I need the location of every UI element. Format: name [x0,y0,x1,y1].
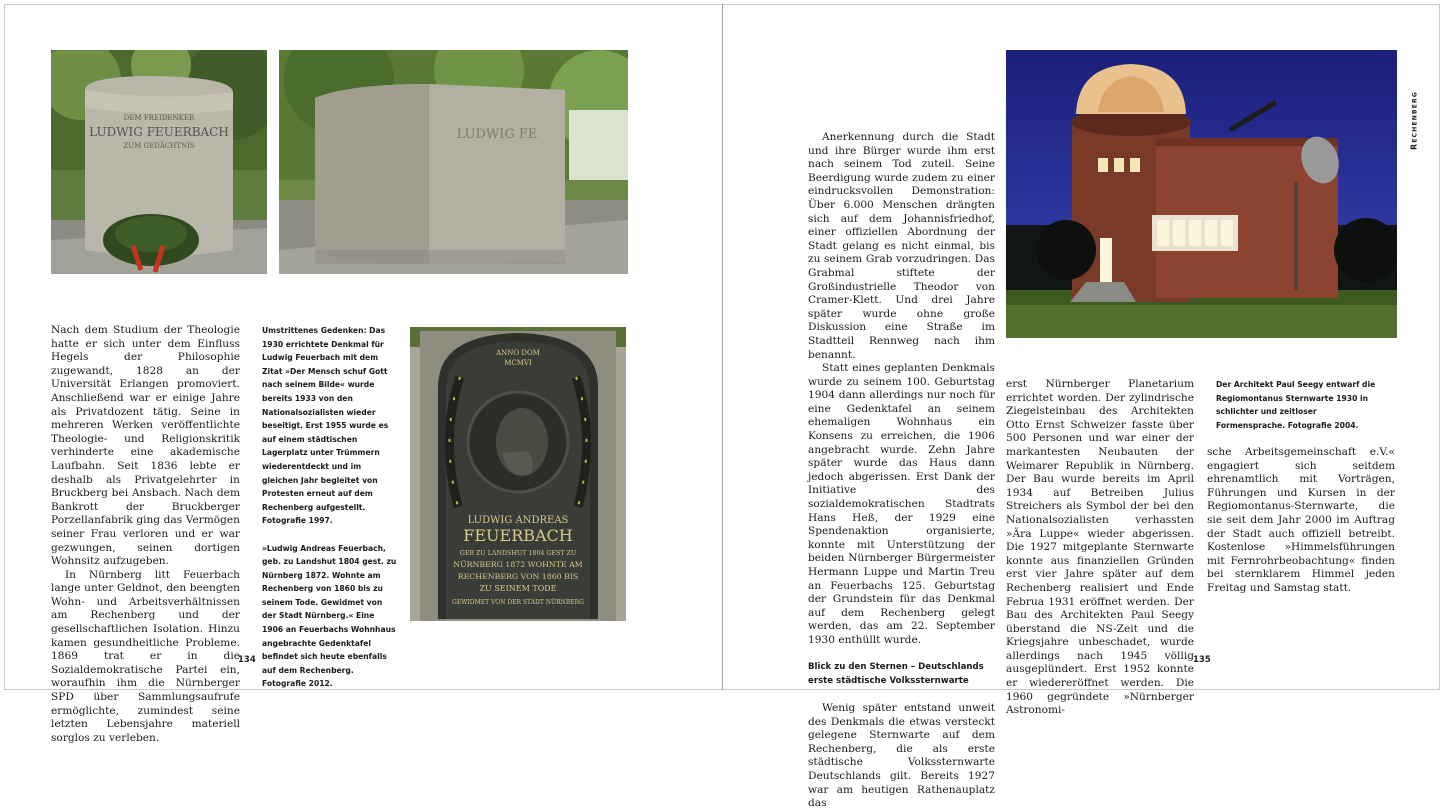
section-subheading: Blick zu den Sternen – Deutschlands erste städtische Volkssternwarte [808,662,984,686]
plaque-name-line2: FEUERBACH [463,526,573,545]
right-paragraph-5: sche Arbeitsgemeinschaft e.V.« engagiert sich seitdem ehrenamtlich mit Vorträgen, Führungen und Kursen in der Regiomontanus-Sternwarte, die sie seit dem Jahr 2000 im Auftrag der Stadt auch offiziell betreibt. Kostenlose »Himmelsführungen mit Fernrohrbeobachtung« finden bei sternklarem Himmel jeden Freitag und Samstag statt. [1207,446,1395,594]
running-head [1405,90,1423,160]
plaque-line5: GEWIDMET VON DER STADT NÜRNBERG [452,599,584,606]
right-paragraph-1: Anerkennung durch die Stadt und ihre Bürger wurde ihm erst nach seinem Tod zuteil. Seine Beerdigung wurde zudem zu einer eindrucksvollen Demonstration: Über 6.000 Menschen drängten sich auf dem Johannisfriedhof, einer offiziellen Abordnung der Stadt gelang es nicht einmal, bis zu seinem Grab vorzudringen. Das Grabmal stiftete der Großindustrielle Theodor von Cramer-Klett. Und drei Jahre später wurde ohne große Diskussion eine Straße im Stadtteil Rennweg nach ihm benannt. [808,131,995,361]
plaque-line4: ZU SEINEM TODE [479,584,557,593]
photo-observatory [1006,50,1397,338]
monument-inscription-line2: LUDWIG FEUERBACH [89,125,229,139]
plaque-year: MCMVI [504,359,532,367]
book-gutter [722,4,723,690]
running-head-label: Rechenberg [1409,90,1419,151]
caption-plaque: »Ludwig Andreas Feuerbach, geb. zu Landshut 1804 gest. zu Nürnberg 1872. Wohnte am Rechenberg von 1860 bis zu seinem Tode. Gewidmet von der Stadt Nürnberg.« Eine 1906 an Feuerbachs Wohnhaus angebrachte Gedenktafel befindet sich heute ebenfalls auf dem Rechenberg. Fotografie 2012. [262,543,397,689]
left-page-number: 134 [238,655,256,665]
right-column-1 [808,131,995,811]
left-body-text [51,324,240,745]
plaque-name-line1: LUDWIG ANDREAS [467,515,569,526]
observatory-caption [1216,378,1384,446]
monument-side-inscription: LUDWIG FE [456,127,538,142]
caption-observatory: Der Architekt Paul Seegy entwarf die Regiomontanus Sternwarte 1930 in schlichter und zeitloser Formensprache. Fotografie 2004. [1216,380,1376,430]
plaque-line3: RECHENBERG VON 1860 BIS [457,572,579,581]
photo-memorial-plaque [410,327,626,621]
plaque-line2: NÜRNBERG 1872 WOHNTE AM [453,560,583,569]
left-paragraph-2: In Nürnberg litt Feuerbach lange unter Geldnot, den beengten Wohn- und Arbeitsverhältnissen am Rechenberg und der gesellschaftlichen Isolation. Hinzu kamen gesundheitliche Probleme. 1869 trat er in die Sozialdemokratische Partei ein, woraufhin ihm die Nürnberger SPD über Sammlungsaufrufe ermöglichte, zumindest seine letzten Lebensjahre materiell sorglos zu verleben. [51,568,240,744]
plaque-anno-dom: ANNO DOM [496,349,540,357]
plaque-line1: GEB ZU LANDSHUT 1804 GEST ZU [459,550,577,557]
photo-monument-side [279,50,628,274]
left-paragraph-1: Nach dem Studium der Theologie hatte er sich unter dem Einfluss Hegels der Philosophie zugewandt, 1828 an der Universität Erlangen promoviert. Anschließend war er einige Jahre als Privatdozent tätig. Seine in mehreren Werken veröffentlichte Theologie- und Religionskritik verhinderte eine akademische Laufbahn. Seit 1836 lebte er deshalb als Privatgelehrter in Bruckberg bei Ansbach. Nach dem Bankrott der Bruckberger Porzellanfabrik ging das Vermögen seiner Frau verloren und er war gezwungen, seinen dortigen Wohnsitz aufzugeben. [51,324,240,568]
right-paragraph-2: Statt eines geplanten Denkmals wurde zu seinem 100. Geburtstag 1904 dann allerdings nur noch für eine Gedenktafel an seinem ehemaligen Wohnhaus ein Konsens zu erreichen, die 1906 angebracht wurde. Zehn Jahre später wurde das Haus dann jedoch abgerissen. Erst Dank der Initiative des sozialdemokratischen Stadtrats Hans Heß, der 1929 eine Spendenaktion organisierte, konnte mit Unterstützung der beiden Nürnberger Bürgermeister Hermann Luppe und Martin Treu an Feuerbachs 125. Geburtstag der Grundstein für das Denkmal auf dem Rechenberg gelegt werden, das am 22. September 1930 enthüllt wurde. [808,362,995,646]
photo-monument-front [51,50,267,274]
right-column-2 [1006,378,1194,718]
left-captions [262,324,398,705]
right-column-3 [1207,446,1395,596]
caption-monument: Umstrittenes Gedenken: Das 1930 errichtete Denkmal für Ludwig Feuerbach mit dem Zitat »Der Mensch schuf Gott nach seinem Bilde« wurde bereits 1933 von den Nationalsozialisten wieder beseitigt. Erst 1955 wurde es auf einem städtischen Lagerplatz unter Trümmern wiederentdeckt und im gleichen Jahr begleitet von Protesten erneut auf dem Rechenberg aufgestellt. Fotografie 1997. [262,326,389,526]
right-page-number: 135 [1193,655,1211,665]
monument-inscription-line3: ZUM GEDÄCHTNIS [123,142,195,150]
right-paragraph-3: Wenig später entstand unweit des Denkmals die etwas versteckt gelegene Sternwarte auf dem Rechenberg, die als erste städtische Volkssternwarte Deutschlands gilt. Bereits 1927 war am heutigen Rathenauplatz das [808,701,995,810]
right-paragraph-4: erst Nürnberger Planetarium errichtet worden. Der zylindrische Ziegelsteinbau des Architekten Otto Ernst Schweizer fasste über 500 Personen und war einer der markantesten Neubauten der Weimarer Republik in Nürnberg. Der Bau wurde bereits im April 1934 auf Betreiben Julius Streichers als Symbol der bei den Nationalsozialisten verhassten »Ära Luppe« wieder abgerissen. Die 1927 mitgeplante Sternwarte konnte aus finanziellen Gründen erst vier Jahre später auf dem Rechenberg realisiert und Ende Februa 1931 eröffnet werden. Der Bau des Architekten Paul Seegy überstand die NS-Zeit und die Kriegsjahre unbeschadet, wurde allerdings nach 1945 völlig ausgeplündert. Erst 1952 konnte er wiedereröffnet werden. Die 1960 gegründete »Nürnberger Astronomi- [1006,378,1194,717]
monument-inscription-line1: DEM FREIDENKER [123,114,195,122]
